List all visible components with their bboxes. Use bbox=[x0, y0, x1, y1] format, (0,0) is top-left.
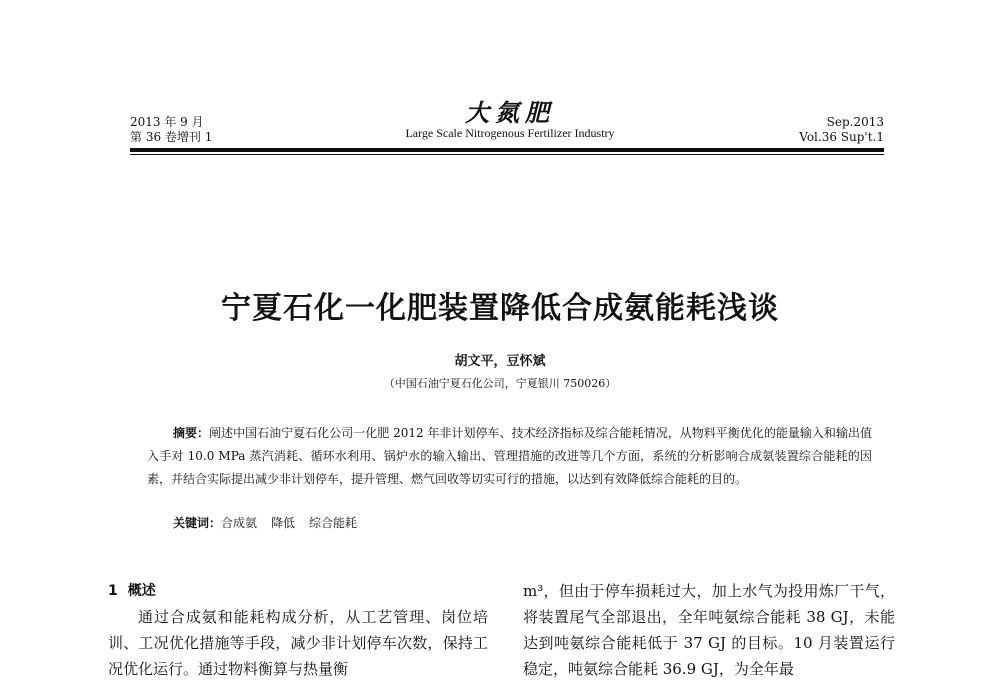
section-heading bbox=[108, 578, 488, 604]
section-title: 概述 bbox=[127, 583, 156, 599]
issue-date-cn: 2013 年 9 月 bbox=[130, 115, 204, 129]
body-column-right bbox=[523, 578, 895, 682]
journal-masthead bbox=[380, 100, 640, 141]
authors: 胡文平，豆怀斌 bbox=[454, 354, 546, 369]
header-rule-thin bbox=[130, 154, 884, 155]
abstract-label: 摘要： bbox=[173, 426, 210, 440]
issue-date-en: Sep.2013 bbox=[826, 115, 884, 129]
abstract-text: 阐述中国石油宁夏石化公司一化肥 2012 年非计划停车、技术经济指标及综合能耗情况，从物料平衡优化的能量输入和输出值入手对 10.0 MPa 蒸汽消耗、循环水利用、锅炉水的输入输出、管理措施的改进等几个方面，系统的分析影响合成氨装置综合能耗的因素，并结合实际提出减少非计划停车，提升管理、燃气回收等切实可行的措施，以达到有效降低综合能耗的目的。 bbox=[147, 426, 872, 486]
header-right bbox=[799, 115, 884, 145]
journal-name-en: Large Scale Nitrogenous Fertilizer Industry bbox=[405, 126, 615, 140]
volume-cn: 第 36 卷增刊 1 bbox=[130, 130, 213, 144]
keyword-item: 降低 bbox=[271, 516, 296, 530]
keyword-item: 合成氨 bbox=[221, 516, 258, 530]
abstract bbox=[147, 422, 872, 491]
section-number: 1 bbox=[108, 583, 118, 599]
keyword-item: 综合能耗 bbox=[309, 516, 358, 530]
header-rule-thick bbox=[130, 148, 884, 152]
keywords-label: 关键词： bbox=[173, 516, 222, 530]
paper-title: 宁夏石化一化肥装置降低合成氨能耗浅谈 bbox=[221, 291, 779, 326]
continued-paragraph: m³，但由于停车损耗过大，加上水气为投用炼厂干气，将装置尾气全部退出，全年吨氨综合能耗 38 GJ，未能达到吨氨综合能耗低于 37 GJ 的目标。10 月装置运行稳定，吨氨综合能耗 36.9 GJ，为全年最 bbox=[523, 582, 895, 678]
keywords bbox=[173, 514, 371, 531]
journal-logo-cn: 大氮肥 bbox=[465, 98, 555, 127]
affiliation: （中国石油宁夏石化公司，宁夏银川 750026） bbox=[383, 377, 617, 390]
body-column-left bbox=[108, 578, 488, 682]
header-left bbox=[130, 115, 212, 145]
section-paragraph: 通过合成氨和能耗构成分析，从工艺管理、岗位培训、工况优化措施等手段，减少非计划停车次数，保持工况优化运行。通过物料衡算与热量衡 bbox=[108, 608, 488, 678]
volume-en: Vol.36 Sup't.1 bbox=[799, 130, 884, 144]
